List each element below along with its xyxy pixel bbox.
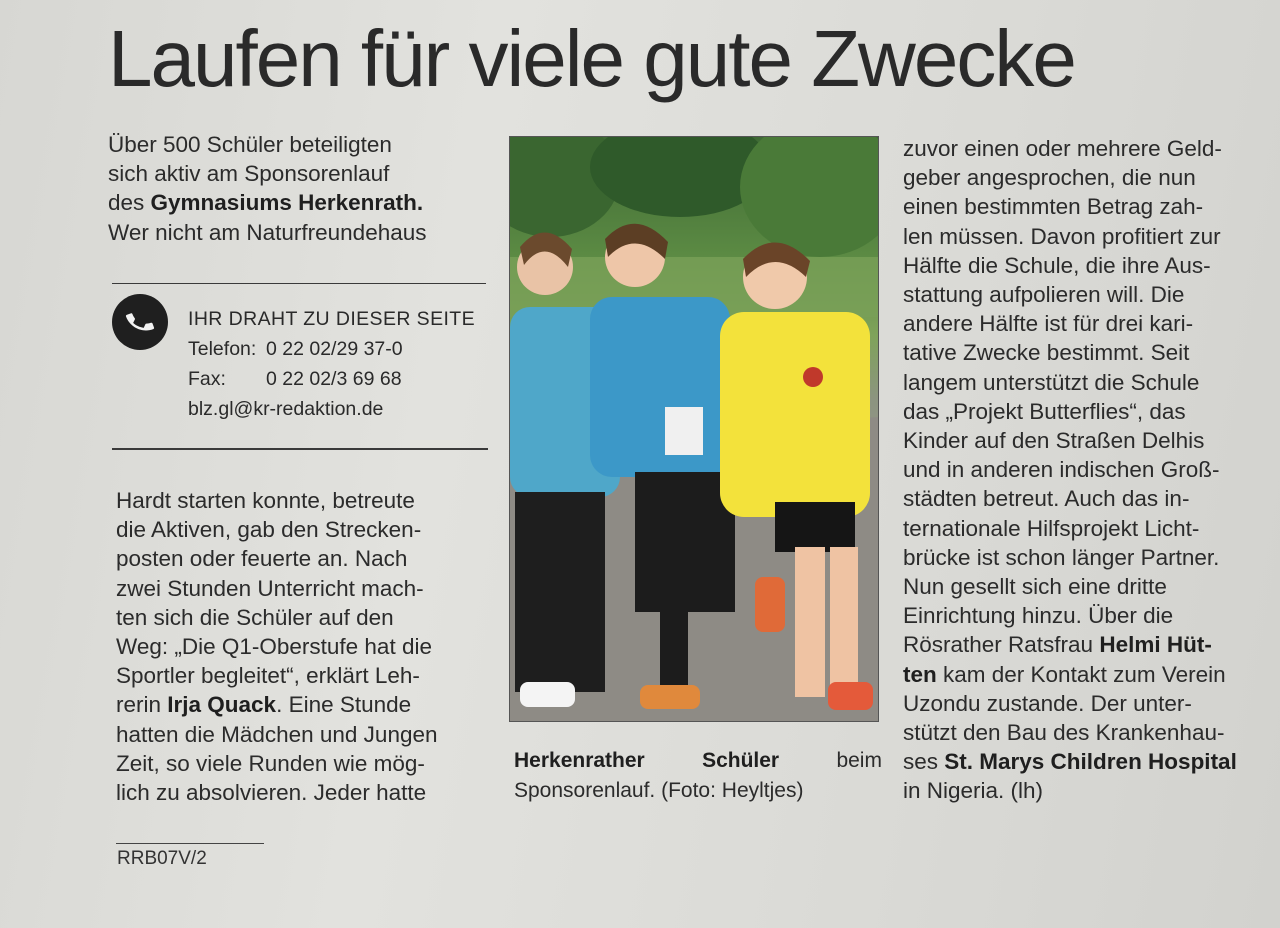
body-line: hatten die Mädchen und Jungen — [116, 721, 438, 747]
phone-icon — [112, 294, 168, 350]
phone-row — [188, 334, 475, 364]
intro-line: Wer nicht am Naturfreundehaus — [108, 219, 427, 245]
intro-line: Über 500 Schüler beteiligten — [108, 132, 392, 157]
caption-line: Sponsorenlauf. (Foto: Heyltjes) — [514, 779, 804, 802]
body-line: ten sich die Schüler auf den — [116, 604, 394, 630]
body-line: Rösrather Ratsfrau Helmi Hüt- — [903, 632, 1212, 658]
contact-details — [188, 304, 475, 424]
photo-illustration — [510, 137, 879, 722]
body-right — [903, 134, 1280, 806]
article-photo — [509, 136, 879, 722]
fax-row — [188, 364, 475, 394]
page-code-rule — [116, 843, 264, 844]
body-line: len müssen. Davon profitiert zur — [903, 223, 1221, 249]
intro-line: sich aktiv am Sponsorenlauf — [108, 161, 390, 187]
body-line: stützt den Bau des Krankenhau- — [903, 720, 1225, 746]
body-line: langem unterstützt die Schule — [903, 369, 1200, 395]
phone-number: 0 22 02/29 37-0 — [266, 338, 403, 360]
body-left — [116, 486, 496, 807]
body-line: brücke ist schon länger Partner. — [903, 544, 1220, 570]
body-line: städten betreut. Auch das in- — [903, 486, 1190, 512]
caption-bold: Herkenrather — [514, 749, 645, 772]
headline: Laufen für viele gute Zwecke — [108, 14, 1075, 103]
caption-line — [514, 746, 882, 776]
contact-box — [112, 288, 488, 448]
body-line: ten kam der Kontakt zum Verein — [903, 661, 1226, 687]
intro-text — [108, 130, 488, 247]
councillor-name: Helmi Hüt- — [1099, 632, 1212, 658]
body-line: rerin Irja Quack. Eine Stunde — [116, 692, 412, 718]
school-name: Gymnasiums Herkenrath. — [150, 190, 424, 216]
body-line: Kinder auf den Straßen Delhis — [903, 428, 1205, 454]
fax-label: Fax: — [188, 368, 226, 390]
councillor-name-end: ten — [903, 661, 937, 687]
contact-bottom-rule — [112, 448, 488, 450]
body-line: ternationale Hilfsprojekt Licht- — [903, 515, 1200, 541]
body-line: die Aktiven, gab den Strecken- — [116, 517, 422, 543]
body-line: und in anderen indischen Groß- — [903, 457, 1220, 483]
caption-bold: Schüler — [702, 749, 780, 772]
intro-line: des Gymnasiums Herkenrath. — [108, 190, 424, 216]
body-line: Hälfte die Schule, die ihre Aus- — [903, 252, 1211, 278]
contact-heading: IHR DRAHT ZU DIESER SEITE — [188, 308, 476, 330]
body-line: ses St. Marys Children Hospital — [903, 749, 1237, 775]
body-line: Weg: „Die Q1-Oberstufe hat die — [116, 634, 432, 660]
fax-number: 0 22 02/3 69 68 — [266, 368, 402, 390]
body-line: einen bestimmten Betrag zah- — [903, 194, 1204, 220]
body-line: stattung aufpolieren will. Die — [903, 282, 1185, 308]
contact-top-rule — [112, 283, 486, 284]
body-line: lich zu absolvieren. Jeder hatte — [116, 780, 427, 806]
photo-caption — [514, 746, 882, 806]
body-line: in Nigeria. (lh) — [903, 778, 1044, 804]
body-line: zuvor einen oder mehrere Geld- — [903, 136, 1222, 161]
body-line: geber angesprochen, die nun — [903, 165, 1196, 191]
email-address: blz.gl@kr-redaktion.de — [188, 398, 384, 420]
body-line: zwei Stunden Unterricht mach- — [116, 575, 424, 601]
body-line: Hardt starten konnte, betreute — [116, 488, 415, 513]
page-code: RRB07V/2 — [117, 848, 207, 869]
body-line: Uzondu zustande. Der unter- — [903, 690, 1192, 716]
body-line: Einrichtung hinzu. Über die — [903, 603, 1174, 629]
body-line: Sportler begleitet“, erklärt Leh- — [116, 663, 420, 689]
teacher-name: Irja Quack — [167, 692, 277, 718]
hospital-name: St. Marys Children Hospital — [944, 749, 1237, 775]
body-line: Zeit, so viele Runden wie mög- — [116, 750, 425, 776]
body-line: posten oder feuerte an. Nach — [116, 546, 408, 572]
body-line: das „Projekt Butterflies“, das — [903, 398, 1186, 424]
body-line: Nun gesellt sich eine dritte — [903, 574, 1167, 600]
caption-word: beim — [836, 749, 882, 772]
body-line: tative Zwecke bestimmt. Seit — [903, 340, 1190, 366]
phone-label: Telefon: — [188, 338, 257, 360]
body-line: andere Hälfte ist für drei kari- — [903, 311, 1194, 337]
